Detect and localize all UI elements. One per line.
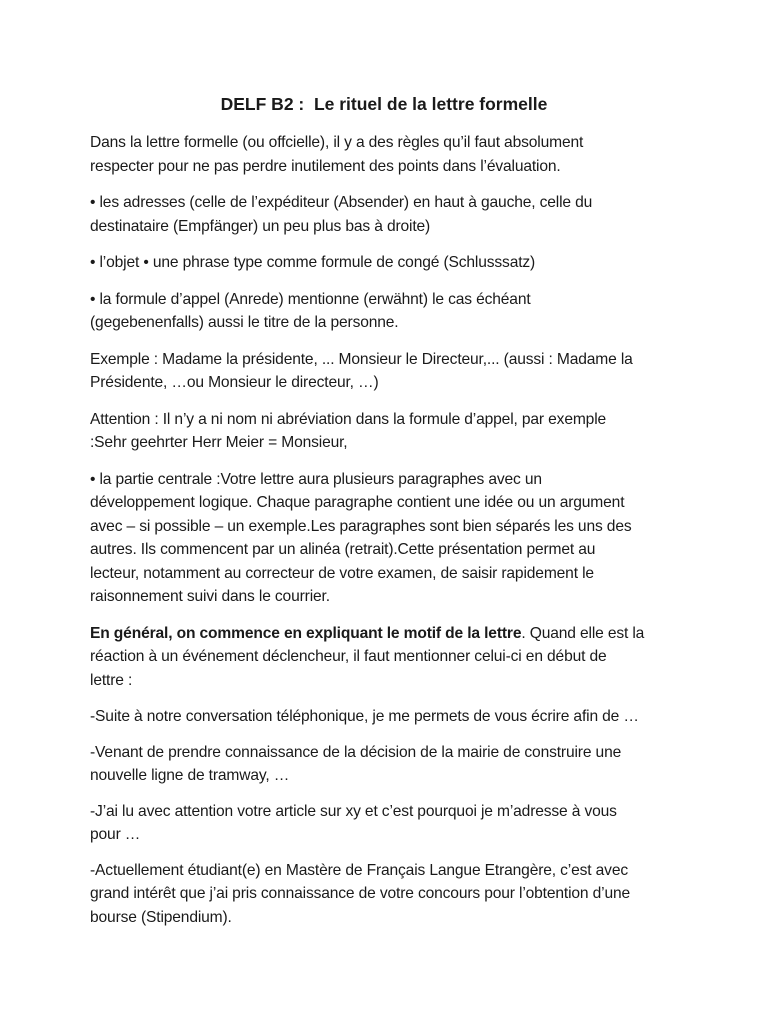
attention-paragraph: Attention : Il n’y a ni nom ni abréviation dans la formule d’appel, par exemple :Sehr geehrter Herr Meier = Monsieur, <box>90 410 607 451</box>
page-title: DELF B2 : Le rituel de la lettre formelle <box>220 94 548 114</box>
bullet-salutation: • la formule d’appel (Anrede) mentionne (erwähnt) le cas échéant (gegebenenfalls) aussi le titre de la personne. <box>90 290 531 331</box>
general-bold-text: En général, on commence en expliquant le motif de la lettre <box>90 624 522 642</box>
bullet-addresses: • les adresses (celle de l’expéditeur (Absender) en haut à gauche, celle du destinataire (Empfänger) un peu plus bas à droite) <box>90 194 593 235</box>
example-line: -Suite à notre conversation téléphonique, je me permets de vous écrire afin de … <box>90 708 639 725</box>
example-line: -J’ai lu avec attention votre article sur xy et c’est pourquoi je m’adresse à vous pour … <box>90 802 617 843</box>
example-paragraph: Exemple : Madame la présidente, ... Monsieur le Directeur,... (aussi : Madame la Présidente, …ou Monsieur le directeur, …) <box>90 350 633 391</box>
intro-paragraph: Dans la lettre formelle (ou offcielle), il y a des règles qu’il faut absolument respecter pour ne pas perdre inutilement des points dans l’évaluation. <box>90 134 584 175</box>
example-line: -Actuellement étudiant(e) en Mastère de Français Langue Etrangère, c’est avec grand intérêt que j’ai pris connaissance de votre concours pour l’obtention d’une bourse (Stipendium). <box>90 861 631 926</box>
document-body <box>90 131 690 941</box>
general-rest-text: . Quand elle est la réaction à un événement déclencheur, il faut mentionner celui-ci en début de lettre : <box>90 624 645 689</box>
bullet-central-part: • la partie centrale :Votre lettre aura plusieurs paragraphes avec un développement logique. Chaque paragraphe contient une idée ou un argument avec – si possible – un exemple.Les paragraphes sont bien séparés les uns des autres. Ils commencent par un alinéa (retrait).Cette présentation permet au lecteur, notamment au correcteur de votre examen, de saisir rapidement le raisonnement suivi dans le courrier. <box>90 470 632 605</box>
bullet-object: • l’objet • une phrase type comme formule de congé (Schlusssatz) <box>90 254 536 271</box>
general-paragraph <box>90 622 690 693</box>
example-line: -Venant de prendre connaissance de la décision de la mairie de construire une nouvelle ligne de tramway, … <box>90 743 622 784</box>
